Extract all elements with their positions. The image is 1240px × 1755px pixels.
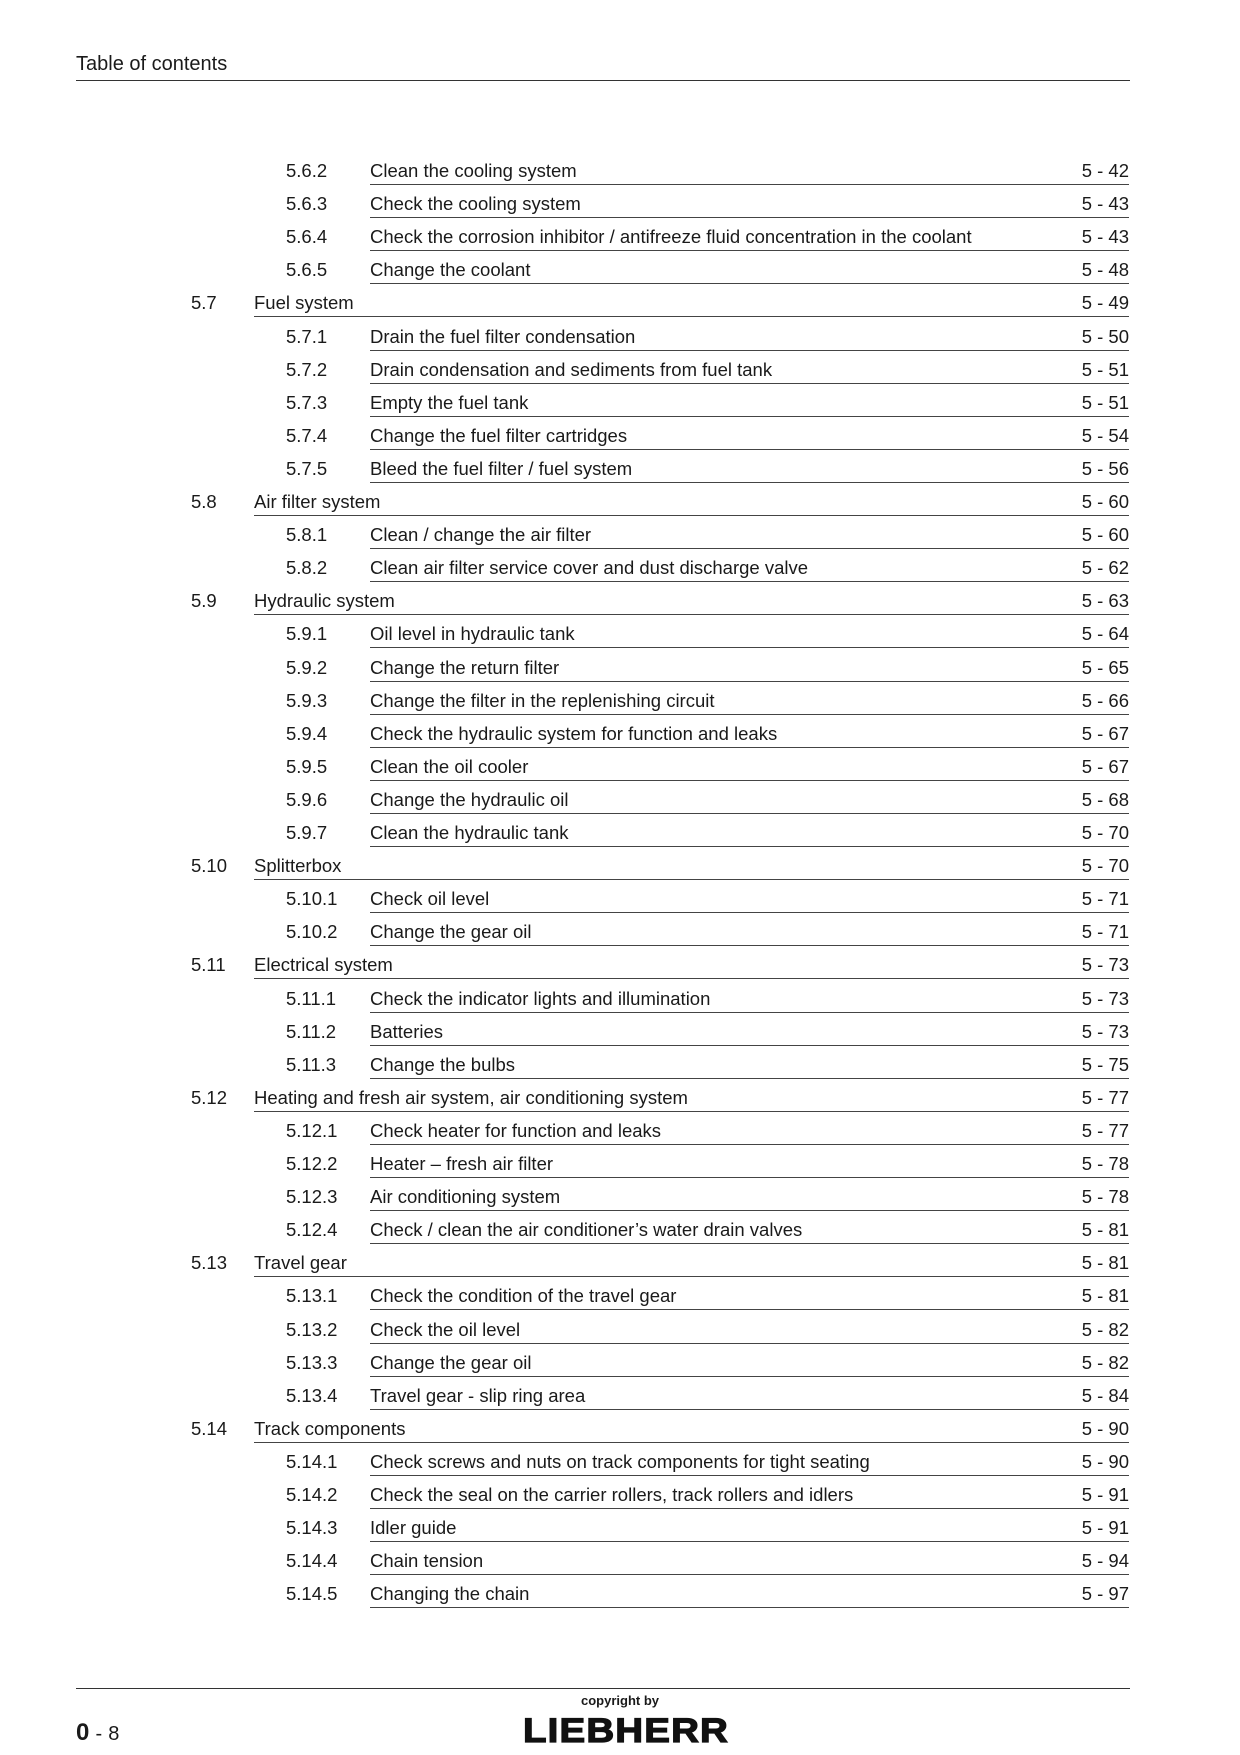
toc-subsection-row[interactable] [0,986,1240,1020]
toc-entry-number: 5.7 [191,292,217,313]
toc-subsection-row[interactable] [0,1217,1240,1251]
toc-entry-underline [254,290,1129,317]
toc-entry-underline [254,1416,1129,1443]
toc-entry-title[interactable]: Drain condensation and sediments from fuel tank [370,359,773,380]
toc-entry-underline [370,1548,1129,1575]
toc-entry-number: 5.8.2 [286,557,328,578]
toc-entry-number: 5.9.7 [286,822,328,843]
toc-entry-underline [370,158,1129,185]
toc-entry-title[interactable]: Check / clean the air conditioner’s water drain valves [370,1219,803,1240]
toc-subsection-row[interactable] [0,324,1240,358]
toc-subsection-row[interactable] [0,1118,1240,1152]
toc-entry-number: 5.9.6 [286,789,328,810]
toc-entry-title[interactable]: Travel gear - slip ring area [370,1385,586,1406]
toc-entry-title[interactable]: Change the hydraulic oil [370,789,569,810]
toc-entry-underline [370,1383,1129,1410]
toc-entry-title[interactable]: Idler guide [370,1517,457,1538]
page-number [76,1719,119,1748]
toc-entry-underline [370,1118,1129,1145]
toc-entry-page[interactable]: 5 - 51 [1081,359,1129,380]
toc-entry-underline [370,1350,1129,1377]
toc-entry-page[interactable]: 5 - 63 [1081,590,1129,611]
toc-entry-number: 5.14.4 [286,1550,338,1571]
toc-entry-underline [370,1317,1129,1344]
toc-entry-title[interactable]: Electrical system [254,954,393,975]
toc-entry-title[interactable]: Track components [254,1418,406,1439]
toc-section-row[interactable] [0,1416,1240,1450]
toc-section-row[interactable] [0,290,1240,324]
page-number-separator: - [95,1723,103,1745]
toc-entry-number: 5.14 [191,1418,228,1439]
toc-entry-title[interactable]: Check the oil level [370,1319,521,1340]
toc-entry-number: 5.9.2 [286,657,328,678]
toc-subsection-row[interactable] [0,423,1240,457]
toc-subsection-row[interactable] [0,224,1240,258]
toc-entry-page[interactable]: 5 - 67 [1081,723,1129,744]
toc-subsection-row[interactable] [0,522,1240,556]
toc-entry-page[interactable]: 5 - 97 [1081,1583,1129,1604]
toc-entry-page[interactable]: 5 - 77 [1081,1120,1129,1141]
toc-subsection-row[interactable] [0,1317,1240,1351]
toc-entry-number: 5.12.1 [286,1120,338,1141]
toc-entry-number: 5.8 [191,491,217,512]
toc-entry-number: 5.11.3 [286,1054,337,1075]
toc-entry-title[interactable]: Change the coolant [370,259,531,280]
toc-entry-title[interactable]: Check the condition of the travel gear [370,1285,677,1306]
toc-entry-underline [370,555,1129,582]
toc-entry-number: 5.10.1 [286,888,338,909]
toc-entry-underline [370,886,1129,913]
footer-rule [76,1688,1130,1689]
toc-entry-underline [370,986,1129,1013]
toc-section-row[interactable] [0,489,1240,523]
toc-entry-title[interactable]: Change the fuel filter cartridges [370,425,628,446]
toc-entry-page[interactable]: 5 - 75 [1081,1054,1129,1075]
toc-entry-title[interactable]: Change the gear oil [370,1352,532,1373]
toc-entry-page[interactable]: 5 - 90 [1081,1418,1129,1439]
toc-entry-underline [370,820,1129,847]
toc-entry-title[interactable]: Check heater for function and leaks [370,1120,662,1141]
toc-entry-number: 5.11.2 [286,1021,337,1042]
toc-entry-underline [370,224,1129,251]
toc-entry-title[interactable]: Batteries [370,1021,444,1042]
toc-entry-number: 5.6.5 [286,259,328,280]
toc-entry-underline [370,357,1129,384]
toc-entry-page[interactable]: 5 - 91 [1081,1517,1129,1538]
toc-entry-underline [370,1052,1129,1079]
toc-entry-title[interactable]: Heating and fresh air system, air conditioning system [254,1087,688,1108]
toc-entry-underline [370,1283,1129,1310]
toc-entry-number: 5.13 [191,1252,228,1273]
toc-entry-title[interactable]: Clean the hydraulic tank [370,822,569,843]
toc-entry-underline [370,1019,1129,1046]
toc-subsection-row[interactable] [0,919,1240,953]
toc-entry-page[interactable]: 5 - 77 [1081,1087,1129,1108]
toc-entry-title[interactable]: Clean air filter service cover and dust discharge valve [370,557,809,578]
toc-entry-number: 5.12.3 [286,1186,338,1207]
toc-entry-underline [370,456,1129,483]
toc-entry-title[interactable]: Check the seal on the carrier rollers, track rollers and idlers [370,1484,854,1505]
toc-entry-underline [370,390,1129,417]
toc-entry-title[interactable]: Oil level in hydraulic tank [370,623,575,644]
toc-section-row[interactable] [0,588,1240,622]
toc-subsection-row[interactable] [0,754,1240,788]
toc-entry-page[interactable]: 5 - 73 [1081,988,1129,1009]
toc-entry-title[interactable]: Travel gear [254,1252,347,1273]
toc-entry-underline [370,688,1129,715]
toc-entry-page[interactable]: 5 - 65 [1081,657,1129,678]
toc-entry-number: 5.11 [191,954,226,975]
toc-entry-number: 5.9.1 [286,623,328,644]
toc-subsection-row[interactable] [0,1515,1240,1549]
toc-entry-page[interactable]: 5 - 54 [1081,425,1129,446]
toc-subsection-row[interactable] [0,787,1240,821]
toc-entry-underline [370,1151,1129,1178]
toc-entry-title[interactable]: Change the filter in the replenishing circuit [370,690,715,711]
toc-entry-page[interactable]: 5 - 48 [1081,259,1129,280]
toc-entry-underline [370,787,1129,814]
page-title: Table of contents [76,53,228,75]
toc-entry-page[interactable]: 5 - 81 [1081,1285,1129,1306]
toc-entry-page[interactable]: 5 - 67 [1081,756,1129,777]
toc-subsection-row[interactable] [0,1449,1240,1483]
toc-subsection-row[interactable] [0,820,1240,854]
toc-entry-page[interactable]: 5 - 60 [1081,491,1129,512]
toc-entry-page[interactable]: 5 - 50 [1081,326,1129,347]
toc-entry-title[interactable]: Fuel system [254,292,354,313]
toc-entry-page[interactable]: 5 - 42 [1081,160,1129,181]
toc-entry-title[interactable]: Chain tension [370,1550,484,1571]
toc-subsection-row[interactable] [0,1383,1240,1417]
toc-entry-number: 5.6.4 [286,226,328,247]
toc-entry-page[interactable]: 5 - 78 [1081,1186,1129,1207]
toc-entry-underline [370,522,1129,549]
toc-subsection-row[interactable] [0,555,1240,589]
toc-entry-title[interactable]: Check the hydraulic system for function and leaks [370,723,778,744]
toc-entry-underline [370,324,1129,351]
toc-entry-underline [254,853,1129,880]
toc-entry-page[interactable]: 5 - 90 [1081,1451,1129,1472]
toc-subsection-row[interactable] [0,191,1240,225]
toc-entry-underline [370,1482,1129,1509]
toc-entry-number: 5.14.3 [286,1517,338,1538]
toc-entry-underline [254,489,1129,516]
toc-subsection-row[interactable] [0,357,1240,391]
toc-entry-page[interactable]: 5 - 82 [1081,1352,1129,1373]
toc-entry-number: 5.10.2 [286,921,338,942]
toc-entry-underline [254,1250,1129,1277]
toc-entry-underline [370,721,1129,748]
toc-subsection-row[interactable] [0,1482,1240,1516]
copyright-label: copyright by [580,1693,659,1708]
toc-entry-underline [370,1515,1129,1542]
toc-entry-page[interactable]: 5 - 78 [1081,1153,1129,1174]
toc-entry-underline [370,621,1129,648]
toc-entry-page[interactable]: 5 - 84 [1081,1385,1129,1406]
toc-entry-title[interactable]: Check the cooling system [370,193,581,214]
toc-entry-page[interactable]: 5 - 43 [1081,193,1129,214]
page-header [76,50,1130,81]
toc-entry-title[interactable]: Check the corrosion inhibitor / antifreeze fluid concentration in the coolant [370,226,972,247]
toc-entry-page[interactable]: 5 - 43 [1081,226,1129,247]
toc-subsection-row[interactable] [0,390,1240,424]
toc-entry-page[interactable]: 5 - 64 [1081,623,1129,644]
toc-entry-page[interactable]: 5 - 62 [1081,557,1129,578]
toc-entry-title[interactable]: Clean the cooling system [370,160,577,181]
toc-entry-underline [370,257,1129,284]
toc-entry-page[interactable]: 5 - 49 [1081,292,1129,313]
toc-entry-page[interactable]: 5 - 56 [1081,458,1129,479]
toc-entry-title[interactable]: Air conditioning system [370,1186,561,1207]
toc-entry-number: 5.9.4 [286,723,328,744]
toc-entry-number: 5.7.3 [286,392,328,413]
toc-entry-title[interactable]: Change the return filter [370,657,560,678]
toc-entry-underline [254,1085,1129,1112]
toc-entry-title[interactable]: Clean / change the air filter [370,524,592,545]
toc-entry-title[interactable]: Empty the fuel tank [370,392,529,413]
toc-entry-number: 5.13.4 [286,1385,338,1406]
toc-entry-page[interactable]: 5 - 51 [1081,392,1129,413]
toc-entry-underline [370,423,1129,450]
liebherr-logo-text: LIEBHERR [523,1712,729,1748]
toc-subsection-row[interactable] [0,655,1240,689]
toc-subsection-row[interactable] [0,1184,1240,1218]
toc-subsection-row[interactable] [0,886,1240,920]
toc-entry-number: 5.12.4 [286,1219,338,1240]
toc-entry-title[interactable]: Splitterbox [254,855,342,876]
toc-entry-underline [254,952,1129,979]
toc-entry-number: 5.14.1 [286,1451,338,1472]
toc-entry-page[interactable]: 5 - 70 [1081,822,1129,843]
toc-section-row[interactable] [0,1085,1240,1119]
toc-entry-number: 5.9.5 [286,756,328,777]
toc-entry-page[interactable]: 5 - 82 [1081,1319,1129,1340]
toc-entry-title[interactable]: Change the bulbs [370,1054,516,1075]
toc-entry-title[interactable]: Check oil level [370,888,490,909]
toc-entry-underline [254,588,1129,615]
toc-entry-title[interactable]: Drain the fuel filter condensation [370,326,636,347]
toc-entry-underline [370,655,1129,682]
toc-entry-title[interactable]: Heater – fresh air filter [370,1153,554,1174]
toc-section-row[interactable] [0,853,1240,887]
toc-entry-title[interactable]: Bleed the fuel filter / fuel system [370,458,633,479]
toc-entry-title[interactable]: Check the indicator lights and illumination [370,988,711,1009]
toc-entry-page[interactable]: 5 - 71 [1081,888,1129,909]
toc-entry-number: 5.12 [191,1087,228,1108]
toc-subsection-row[interactable] [0,1019,1240,1053]
toc-entry-title[interactable]: Hydraulic system [254,590,395,611]
toc-subsection-row[interactable] [0,721,1240,755]
toc-section-row[interactable] [0,952,1240,986]
toc-entry-number: 5.13.1 [286,1285,338,1306]
toc-entry-page[interactable]: 5 - 73 [1081,1021,1129,1042]
toc-entry-number: 5.10 [191,855,228,876]
toc-entry-number: 5.11.1 [286,988,337,1009]
toc-entry-number: 5.9 [191,590,217,611]
toc-subsection-row[interactable] [0,688,1240,722]
toc-entry-number: 5.9.3 [286,690,328,711]
toc-subsection-row[interactable] [0,1350,1240,1384]
toc-subsection-row[interactable] [0,621,1240,655]
toc-entry-page[interactable]: 5 - 94 [1081,1550,1129,1571]
toc-entry-page[interactable]: 5 - 81 [1081,1252,1129,1273]
toc-entry-underline [370,1449,1129,1476]
toc-subsection-row[interactable] [0,1581,1240,1615]
toc-entry-number: 5.7.5 [286,458,328,479]
toc-entry-page[interactable]: 5 - 81 [1081,1219,1129,1240]
toc-subsection-row[interactable] [0,1283,1240,1317]
toc-entry-title[interactable]: Check screws and nuts on track components for tight seating [370,1451,870,1472]
toc-entry-underline [370,754,1129,781]
toc-entry-page[interactable]: 5 - 91 [1081,1484,1129,1505]
toc-entry-page[interactable]: 5 - 68 [1081,789,1129,810]
liebherr-logo [520,1712,732,1748]
toc-entry-page[interactable]: 5 - 71 [1081,921,1129,942]
toc-entry-underline [370,191,1129,218]
toc-entry-number: 5.12.2 [286,1153,338,1174]
toc-entry-page[interactable]: 5 - 70 [1081,855,1129,876]
toc-subsection-row[interactable] [0,257,1240,291]
toc-entry-title[interactable]: Change the gear oil [370,921,532,942]
toc-entry-number: 5.7.1 [286,326,328,347]
toc-subsection-row[interactable] [0,1548,1240,1582]
toc-entry-underline [370,919,1129,946]
toc-entry-number: 5.6.3 [286,193,328,214]
chapter-number: 0 [76,1719,90,1746]
toc-entry-page[interactable]: 5 - 73 [1081,954,1129,975]
toc-entry-title[interactable]: Clean the oil cooler [370,756,529,777]
toc-entry-number: 5.14.5 [286,1583,338,1604]
toc-subsection-row[interactable] [0,456,1240,490]
toc-entry-page[interactable]: 5 - 60 [1081,524,1129,545]
toc-entry-number: 5.14.2 [286,1484,338,1505]
toc-section-row[interactable] [0,1250,1240,1284]
toc-entry-title[interactable]: Air filter system [254,491,381,512]
toc-subsection-row[interactable] [0,158,1240,192]
toc-subsection-row[interactable] [0,1052,1240,1086]
toc-entry-underline [370,1184,1129,1211]
toc-entry-number: 5.7.4 [286,425,328,446]
toc-entry-title[interactable]: Changing the chain [370,1583,530,1604]
toc-entry-number: 5.13.3 [286,1352,338,1373]
toc-entry-page[interactable]: 5 - 66 [1081,690,1129,711]
toc-entry-number: 5.7.2 [286,359,328,380]
toc-entry-underline [370,1581,1129,1608]
toc-subsection-row[interactable] [0,1151,1240,1185]
toc-entry-underline [370,1217,1129,1244]
toc-entry-number: 5.8.1 [286,524,328,545]
toc-entry-number: 5.6.2 [286,160,328,181]
page-number-value: 8 [108,1723,120,1745]
toc-entry-number: 5.13.2 [286,1319,338,1340]
